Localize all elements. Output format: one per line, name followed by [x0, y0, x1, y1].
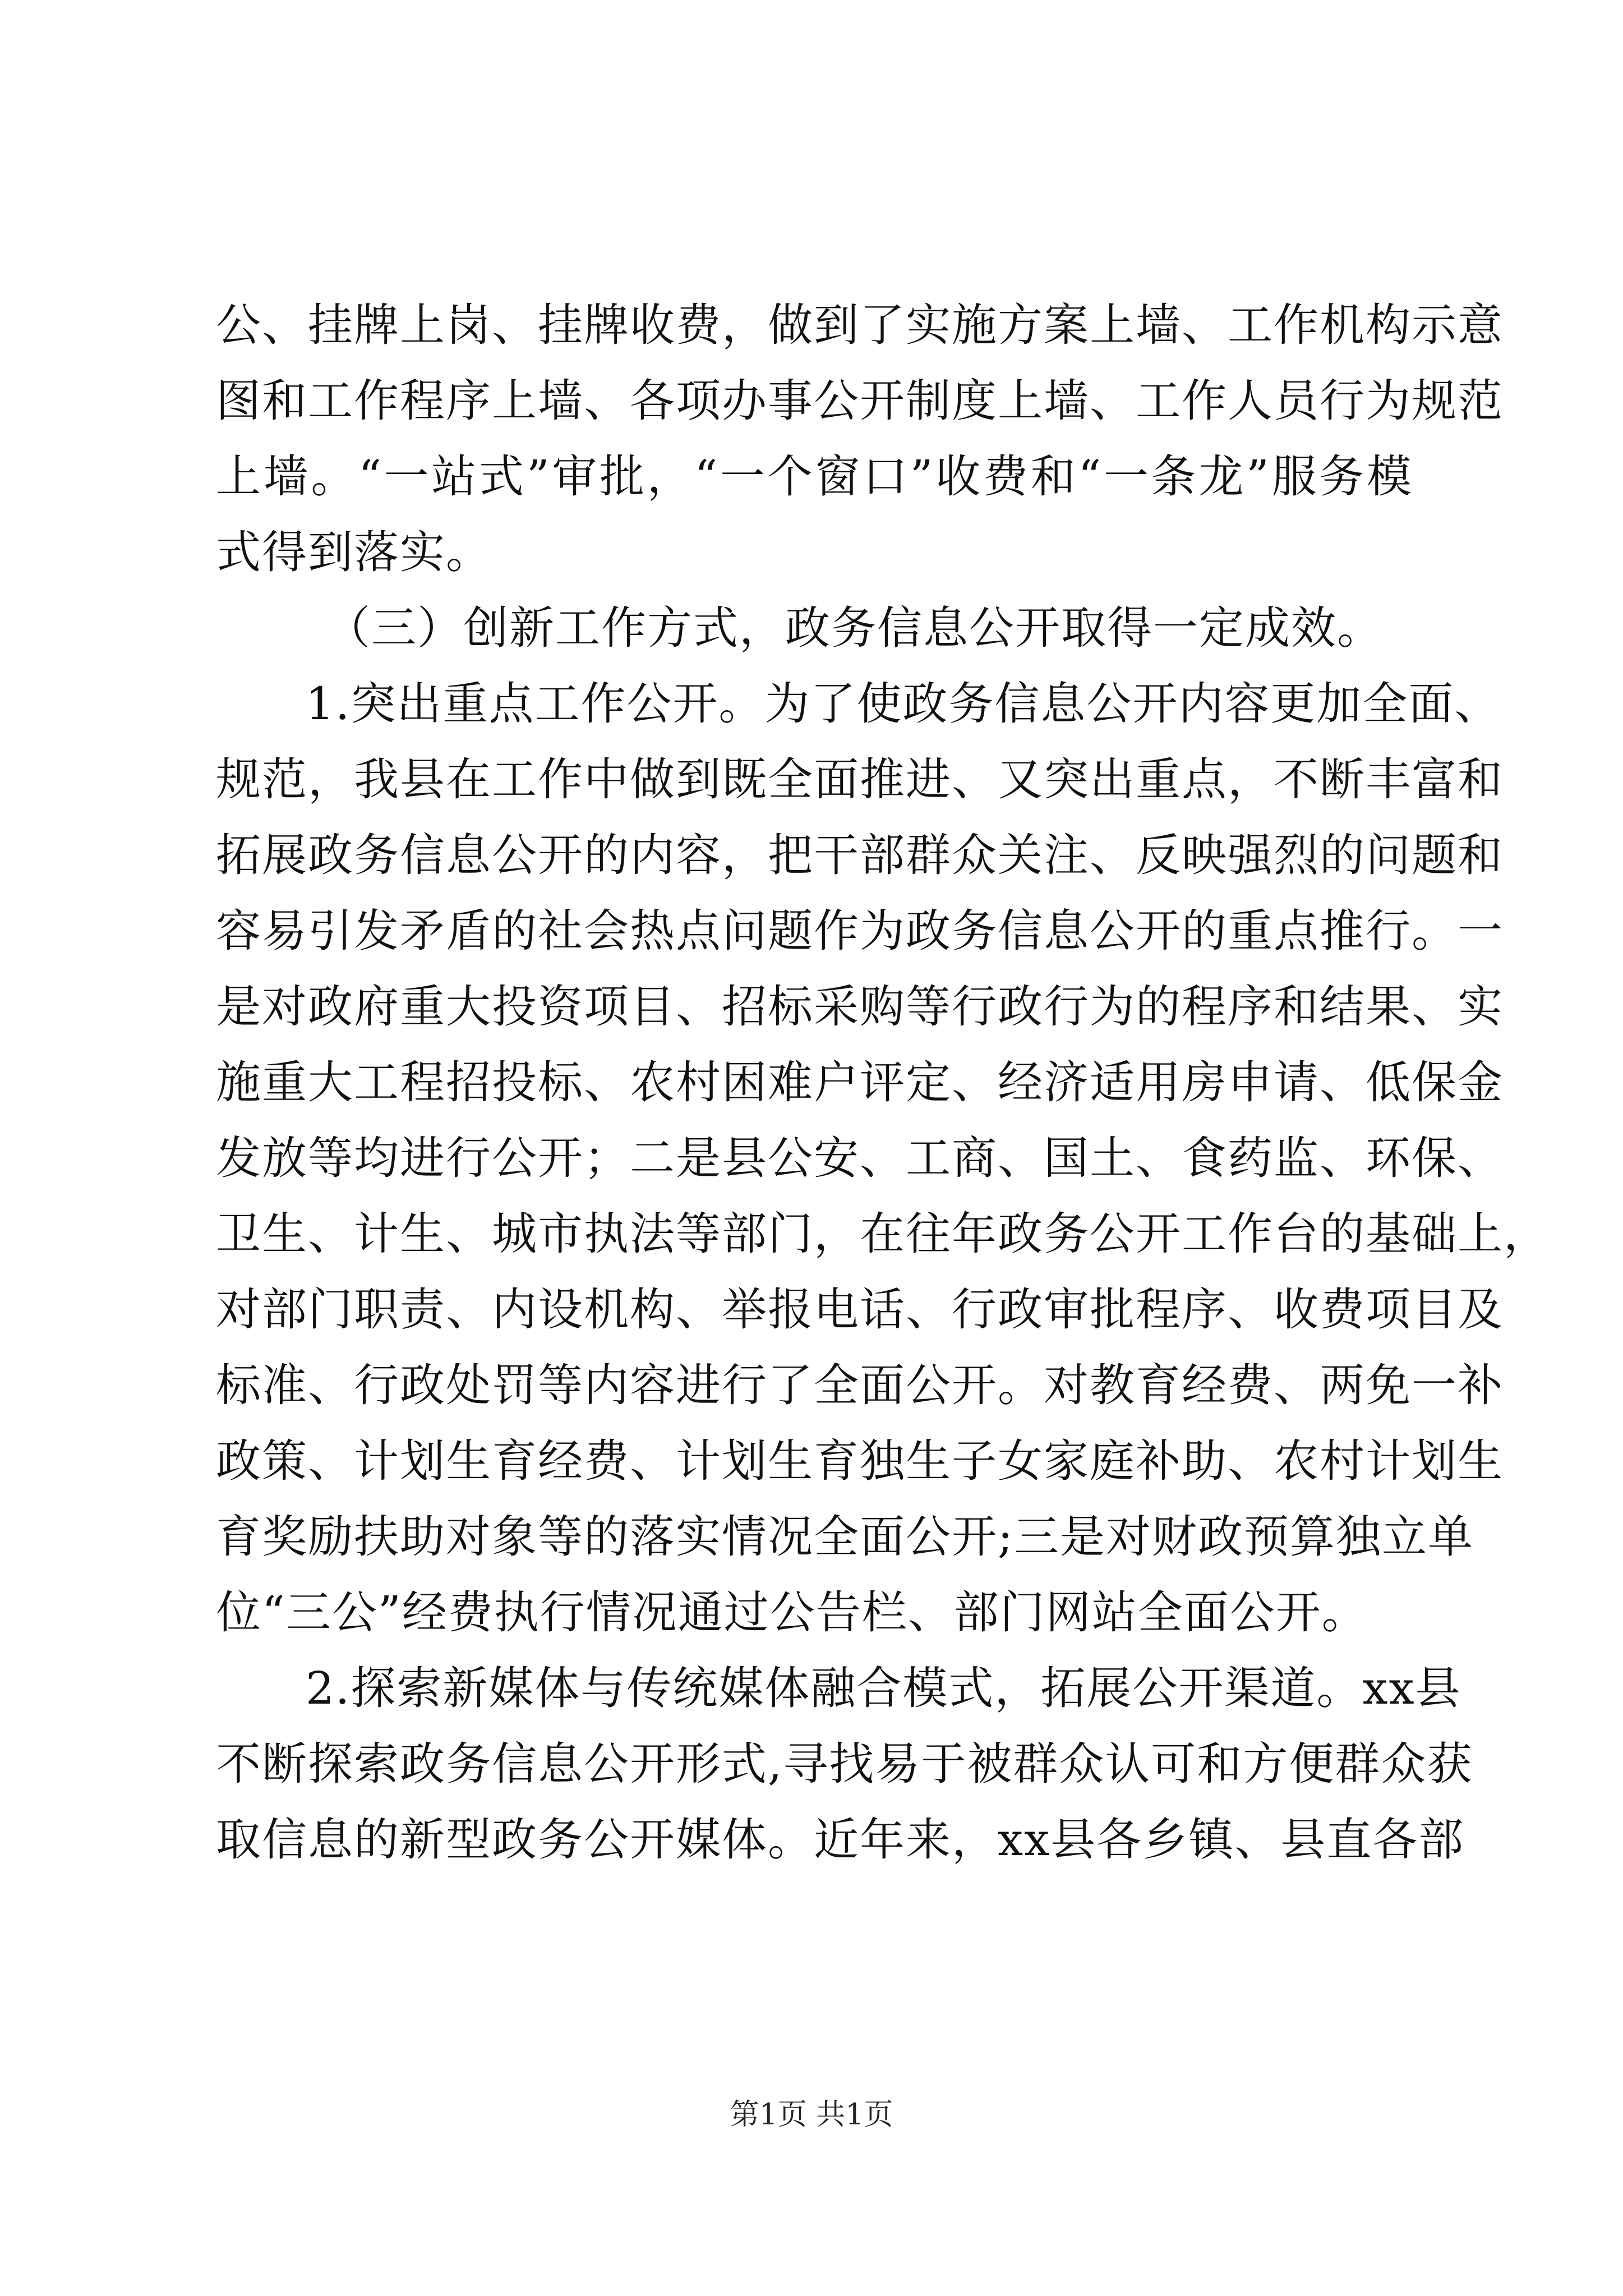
text-line: 容易引发矛盾的社会热点问题作为政务信息公开的重点推行。一	[216, 905, 1504, 957]
text-line: 1.突出重点工作公开。为了使政务信息公开内容更加全面、	[306, 678, 1501, 730]
section-heading: （三）创新工作方式，政务信息公开取得一定成效。	[325, 602, 1383, 654]
text-line: 对部门职责、内设机构、举报电话、行政审批程序、收费项目及	[216, 1283, 1504, 1336]
text-line: 是对政府重大投资项目、招标采购等行政行为的程序和结果、实	[216, 981, 1504, 1033]
text-line: 2.探索新媒体与传统媒体融合模式，拓展公开渠道。xx县	[306, 1662, 1461, 1714]
text-line: 卫生、计生、城市执法等部门，在往年政务公开工作台的基础上，	[216, 1208, 1550, 1260]
text-line: 上墙。“一站式”审批，“一个窗口”收费和“一条龙”服务模	[216, 450, 1413, 503]
text-line: 式得到落实。	[216, 526, 492, 578]
text-line: 标准、行政处罚等内容进行了全面公开。对教育经费、两免一补	[216, 1359, 1504, 1411]
page-footer: 第1页 共1页	[730, 2098, 893, 2132]
text-line: 发放等均进行公开；二是县公安、工商、国土、食药监、环保、	[216, 1132, 1504, 1184]
text-line: 规范，我县在工作中做到既全面推进、又突出重点，不断丰富和	[216, 753, 1504, 806]
text-line: 施重大工程招投标、农村困难户评定、经济适用房申请、低保金	[216, 1056, 1504, 1108]
text-line: 不断探索政务信息公开形式,寻找易于被群众认可和方便群众获	[216, 1738, 1473, 1790]
text-line: 公、挂牌上岗、挂牌收费，做到了实施方案上墙、工作机构示意	[216, 299, 1504, 351]
text-line: 图和工作程序上墙、各项办事公开制度上墙、工作人员行为规范	[216, 375, 1504, 427]
text-line: 育奖励扶助对象等的落实情况全面公开;三是对财政预算独立单	[216, 1511, 1474, 1563]
text-line: 位“三公”经费执行情况通过公告栏、部门网站全面公开。	[216, 1586, 1368, 1639]
text-line: 拓展政务信息公开的内容，把干部群众关注、反映强烈的问题和	[216, 829, 1504, 881]
text-line: 取信息的新型政务公开媒体。近年来，xx县各乡镇、县直各部	[216, 1814, 1465, 1866]
text-line: 政策、计划生育经费、计划生育独生子女家庭补助、农村计划生	[216, 1435, 1504, 1487]
